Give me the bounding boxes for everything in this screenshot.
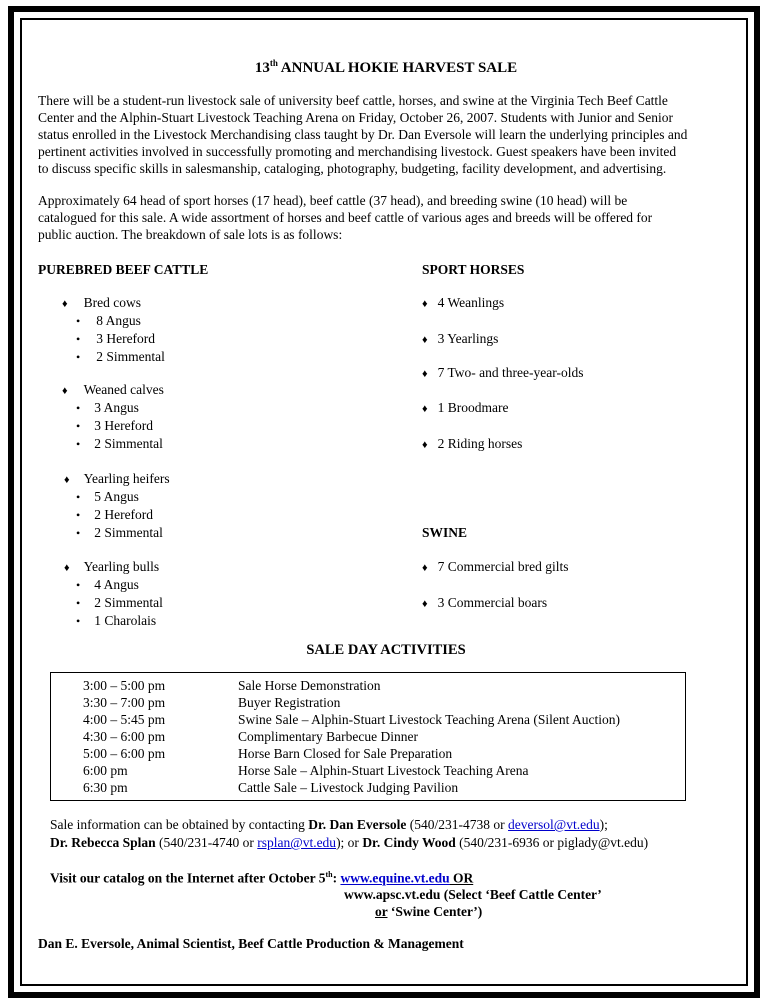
breakdown-paragraph [38, 192, 750, 243]
activity-event: Buyer Registration [238, 695, 341, 710]
activity-event: Swine Sale – Alphin-Stuart Livestock Teaching Arena (Silent Auction) [238, 712, 620, 727]
catalog-line-1: Visit our catalog on the Internet after October 5th: www.equine.vt.edu OR [50, 870, 474, 886]
sport-horses-heading: SPORT HORSES [422, 262, 525, 277]
bullet-icon: • [76, 526, 81, 540]
signature-line: Dan E. Eversole, Animal Scientist, Beef Cattle Production & Management [38, 936, 464, 951]
diamond-bullet-icon: ♦ [422, 298, 428, 310]
activity-time: 6:30 pm [83, 780, 128, 795]
beef-item: • 3 Hereford [76, 418, 154, 433]
horse-item: ♦ 7 Two- and three-year-olds [422, 365, 584, 380]
activity-time: 3:00 – 5:00 pm [83, 678, 166, 693]
beef-item: • 2 Simmental [76, 436, 163, 451]
catalog-line-2: www.apsc.vt.edu (Select ‘Beef Cattle Center’ [344, 887, 602, 902]
diamond-bullet-icon: ♦ [62, 298, 68, 310]
activities-table [50, 672, 686, 801]
bullet-icon: • [76, 508, 81, 522]
beef-item: • 2 Simmental [76, 525, 163, 540]
beef-item: • 5 Angus [76, 489, 139, 504]
activity-time: 4:30 – 6:00 pm [83, 729, 166, 744]
contact-name-eversole: Dr. Dan Eversole [308, 817, 407, 832]
bullet-icon: • [76, 490, 81, 504]
activity-event: Cattle Sale – Livestock Judging Pavilion [238, 780, 459, 795]
intro-line: pertinent activities involved in successfully promoting and merchandising livestock. Guest speakers have been invited [38, 144, 677, 159]
intro-line: Center and the Alphin-Stuart Livestock Teaching Arena on Friday, October 26, 2007. Students with Junior and Senior [38, 110, 673, 125]
beef-item: • 3 Angus [76, 400, 139, 415]
bullet-icon: • [76, 614, 81, 628]
horse-item: ♦ 3 Yearlings [422, 331, 499, 346]
contact-line-2: Dr. Rebecca Splan (540/231-4740 or rsplan@vt.edu); or Dr. Cindy Wood (540/231-6936 or piglady@vt.edu) [50, 835, 649, 850]
bullet-icon: • [76, 596, 81, 610]
contact-line-1: Sale information can be obtained by contacting Dr. Dan Eversole (540/231-4738 or deversol@vt.edu); [50, 817, 608, 832]
beef-item: • 4 Angus [76, 577, 139, 592]
bullet-icon: • [76, 332, 81, 346]
swine-heading: SWINE [422, 525, 468, 540]
beef-item: • 8 Angus [76, 313, 141, 328]
breakdown-line: catalogued for this sale. A wide assortment of horses and beef cattle of various ages and breeds will be offered for [38, 210, 653, 225]
beef-item: • 3 Hereford [76, 331, 156, 346]
activity-time: 5:00 – 6:00 pm [83, 746, 166, 761]
bullet-icon: • [76, 401, 81, 415]
activity-event: Sale Horse Demonstration [238, 678, 381, 693]
breakdown-line: public auction. The breakdown of sale lots is as follows: [38, 227, 343, 242]
bullet-icon: • [76, 437, 81, 451]
activity-event: Complimentary Barbecue Dinner [238, 729, 418, 744]
breakdown-line: Approximately 64 head of sport horses (17 head), beef cattle (37 head), and breeding swine (10 head) will be [38, 193, 628, 208]
activity-time: 4:00 – 5:45 pm [83, 712, 166, 727]
url-link-equine[interactable]: www.equine.vt.edu [340, 870, 450, 886]
contact-name-wood: Dr. Cindy Wood [362, 835, 456, 850]
bullet-icon: • [76, 350, 81, 364]
beef-group: ♦ Weaned calves [62, 382, 164, 397]
beef-cattle-heading: PUREBRED BEEF CATTLE [38, 262, 209, 277]
intro-line: status enrolled in the Livestock Merchandising class taught by Dr. Dan Eversole will learn the underlying principles and [38, 127, 688, 142]
beef-group: ♦ Yearling heifers [64, 471, 170, 486]
horse-item: ♦ 4 Weanlings [422, 295, 505, 310]
email-link-rsplan[interactable]: rsplan@vt.edu [257, 835, 337, 850]
email-link-deversol[interactable]: deversol@vt.edu [508, 817, 600, 832]
bullet-icon: • [76, 419, 81, 433]
activity-event: Horse Barn Closed for Sale Preparation [238, 746, 453, 761]
horse-item: ♦ 2 Riding horses [422, 436, 523, 451]
beef-item: • 2 Simmental [76, 349, 165, 364]
diamond-bullet-icon: ♦ [62, 385, 68, 397]
beef-group: ♦ Yearling bulls [64, 559, 160, 574]
beef-group: ♦ Bred cows [62, 295, 141, 310]
diamond-bullet-icon: ♦ [64, 562, 70, 574]
intro-line: to discuss specific skills in salesmanship, cataloging, photography, budgeting, facility development, and advertising. [38, 161, 667, 176]
document-title: 13th ANNUAL HOKIE HARVEST SALE [254, 58, 518, 76]
swine-item: ♦ 3 Commercial boars [422, 595, 548, 610]
bullet-icon: • [76, 314, 81, 328]
intro-line: There will be a student-run livestock sale of university beef cattle, horses, and swine at the Virginia Tech Beef Cattle [38, 93, 668, 108]
diamond-bullet-icon: ♦ [422, 403, 428, 415]
diamond-bullet-icon: ♦ [422, 334, 428, 346]
beef-item: • 2 Hereford [76, 507, 154, 522]
diamond-bullet-icon: ♦ [64, 474, 70, 486]
diamond-bullet-icon: ♦ [422, 562, 428, 574]
catalog-line-3: or ‘Swine Center’) [375, 904, 483, 919]
activity-time: 6:00 pm [83, 763, 128, 778]
diamond-bullet-icon: ♦ [422, 439, 428, 451]
beef-item: • 1 Charolais [76, 613, 157, 628]
intro-paragraph [38, 92, 750, 177]
swine-item: ♦ 7 Commercial bred gilts [422, 559, 569, 574]
beef-item: • 2 Simmental [76, 595, 163, 610]
diamond-bullet-icon: ♦ [422, 598, 428, 610]
activity-event: Horse Sale – Alphin-Stuart Livestock Teaching Arena [238, 763, 529, 778]
diamond-bullet-icon: ♦ [422, 368, 428, 380]
activities-heading: SALE DAY ACTIVITIES [306, 642, 466, 658]
bullet-icon: • [76, 578, 81, 592]
contact-name-splan: Dr. Rebecca Splan [50, 835, 156, 850]
activity-time: 3:30 – 7:00 pm [83, 695, 166, 710]
horse-item: ♦ 1 Broodmare [422, 400, 509, 415]
